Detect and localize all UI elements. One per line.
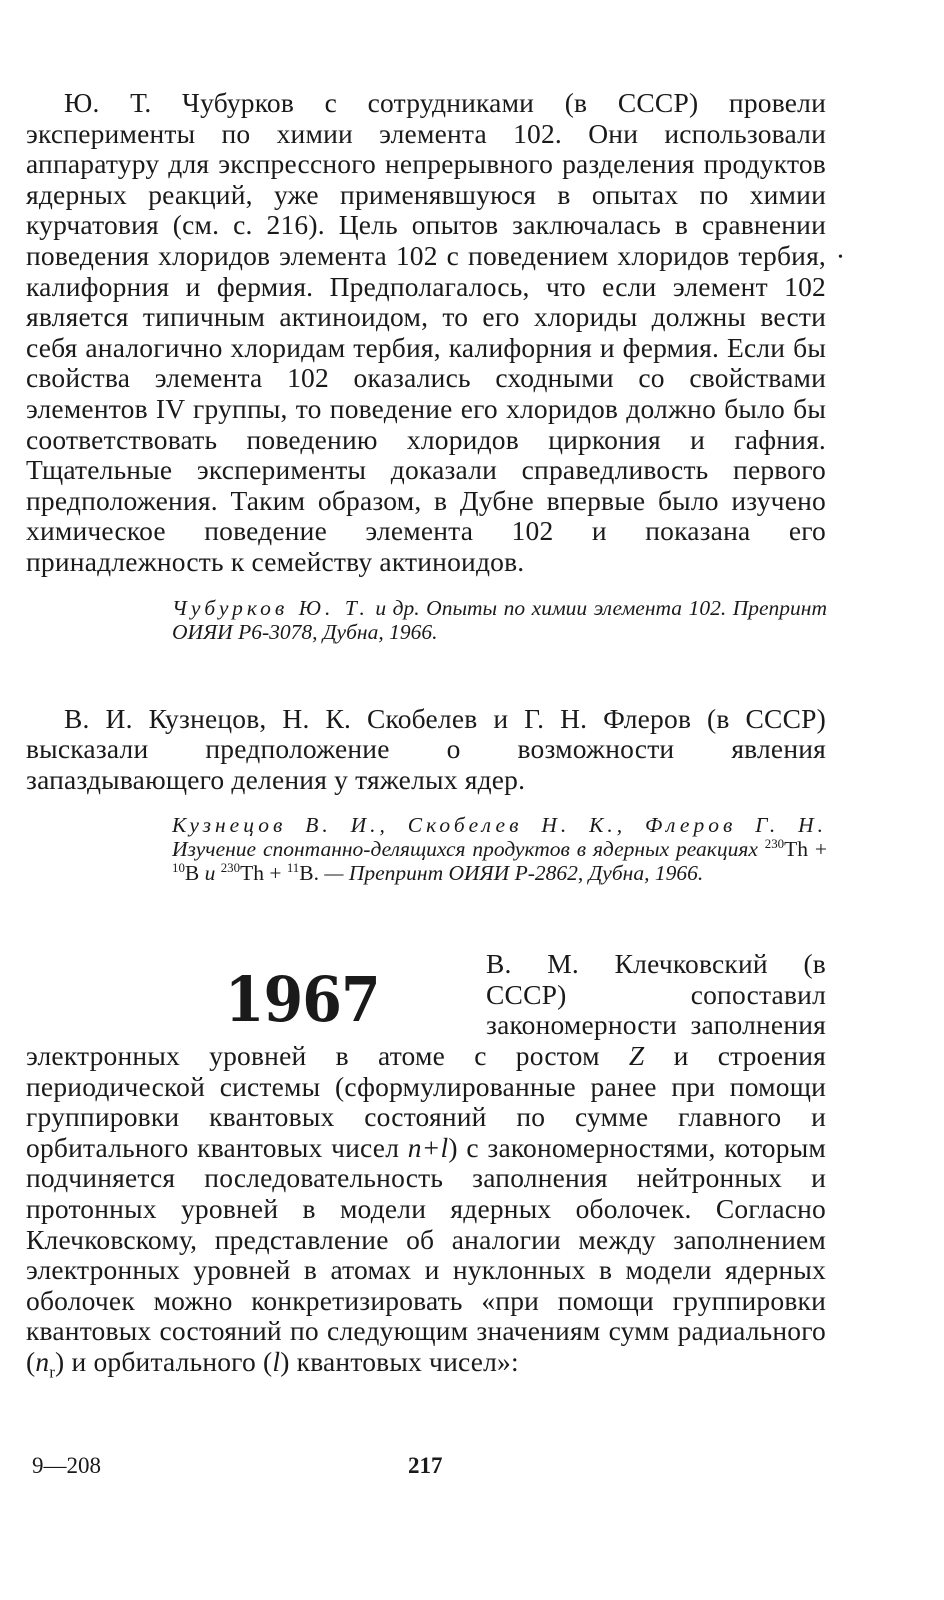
page-footer <box>26 1453 826 1483</box>
reference-chuburkov <box>172 596 827 644</box>
mass-number: 230 <box>764 837 785 852</box>
ref-tail: — Препринт ОИЯИ Р-2862, Дубна, 1966. <box>318 861 704 886</box>
text-part: ) и орбитального ( <box>55 1346 273 1377</box>
symbol-n: n <box>35 1346 50 1377</box>
reaction-part: B. <box>299 861 319 886</box>
text-part: В. М. Клечковский (в СССР) сопоставил закономерности заполнения электронных уровней в атоме с ростом <box>26 948 826 1072</box>
ref-and: и <box>199 861 221 886</box>
ref-title: Изучение спонтанно-делящихся продуктов в ядерных реакциях <box>172 837 765 862</box>
text-part: ) квантовых чисел»: <box>280 1346 519 1377</box>
mass-number: 230 <box>220 861 241 876</box>
ref-author: Чубурков Ю. Т. <box>172 595 369 620</box>
mass-number: 10 <box>172 861 185 876</box>
reaction-part: B <box>184 861 200 886</box>
section-gap <box>26 644 826 704</box>
text-part: и строения периодической системы (сформулированные ранее при помощи группировки квантовых состояний по сумме главного и орбитального квантовых чисел <box>26 1040 826 1163</box>
reference-kuznetsov <box>172 813 827 885</box>
symbol-Z: Z <box>628 1040 645 1072</box>
section-1967 <box>26 948 826 1382</box>
page-body <box>26 87 827 1382</box>
symbol-r: r <box>49 1362 56 1382</box>
reaction-part: Th + <box>240 861 287 886</box>
paragraph-kuznetsov: В. И. Кузнецов, Н. К. Скобелев и Г. Н. Флеров (в СССР) высказали предположение о возможности явления запаздывающего деления у тяжелых ядер. <box>26 702 826 795</box>
reaction-2 <box>221 861 319 885</box>
reaction-part: Th + <box>784 837 827 862</box>
mass-number: 11 <box>286 861 300 876</box>
paragraph-chuburkov: Ю. Т. Чубурков с сотрудниками (в СССР) провели эксперименты по химии элемента 102. Они использовали аппаратуру для экспрессного непрерывного разделения продуктов ядерных реакций, уже применявшуюся в опытах по химии курчатовия (см. с. 216). Цель опытов заключалась в сравнении поведения хлоридов элемента 102 с поведением хлоридов тербия, калифорния и фермия. Предполагалось, что если элемент 102 является типичным актиноидом, то его хлориды должны вести себя аналогично хлоридам тербия, калифорния и фермия. Если бы свойства элемента 102 оказались сходными со свойствами элементов IV группы, то поведение его хлоридов должно было бы соответствовать поведению хлоридов циркония и гафния. Тщательные эксперименты доказали справедливость первого предположения. Таким образом, в Дубне впервые было изучено химическое поведение элемента 102 и показана его принадлежность к семейству актиноидов. <box>26 87 826 577</box>
ref-authors: Кузнецов В. И., Скобелев Н. К., Флеров Г. Н. <box>172 813 827 838</box>
margin-mark: • <box>838 250 843 265</box>
signature-mark: 9—208 <box>32 1453 101 1478</box>
symbol-l: l <box>272 1346 281 1377</box>
section-gap <box>26 885 826 949</box>
ref-details: и др. Опыты по химии элемента 102. Препринт ОИЯИ Р6-3078, Дубна, 1966. <box>172 595 827 644</box>
page-number: 217 <box>408 1453 443 1478</box>
symbol-n-plus-l: n+l <box>407 1131 449 1163</box>
text-part: ) с закономерностями, которым подчиняется последовательность заполнения нейтронных и протонных уровней в модели ядерных оболочек. Согласно Клечковскому, представление об аналогии между заполнением электронных уровней в атомах и нуклонных в модели ядерных оболочек можно конкретизировать «при помощи группировки квантовых состояний по следующим значениям сумм радиального ( <box>26 1131 826 1377</box>
year-heading: 1967 <box>224 963 380 1037</box>
